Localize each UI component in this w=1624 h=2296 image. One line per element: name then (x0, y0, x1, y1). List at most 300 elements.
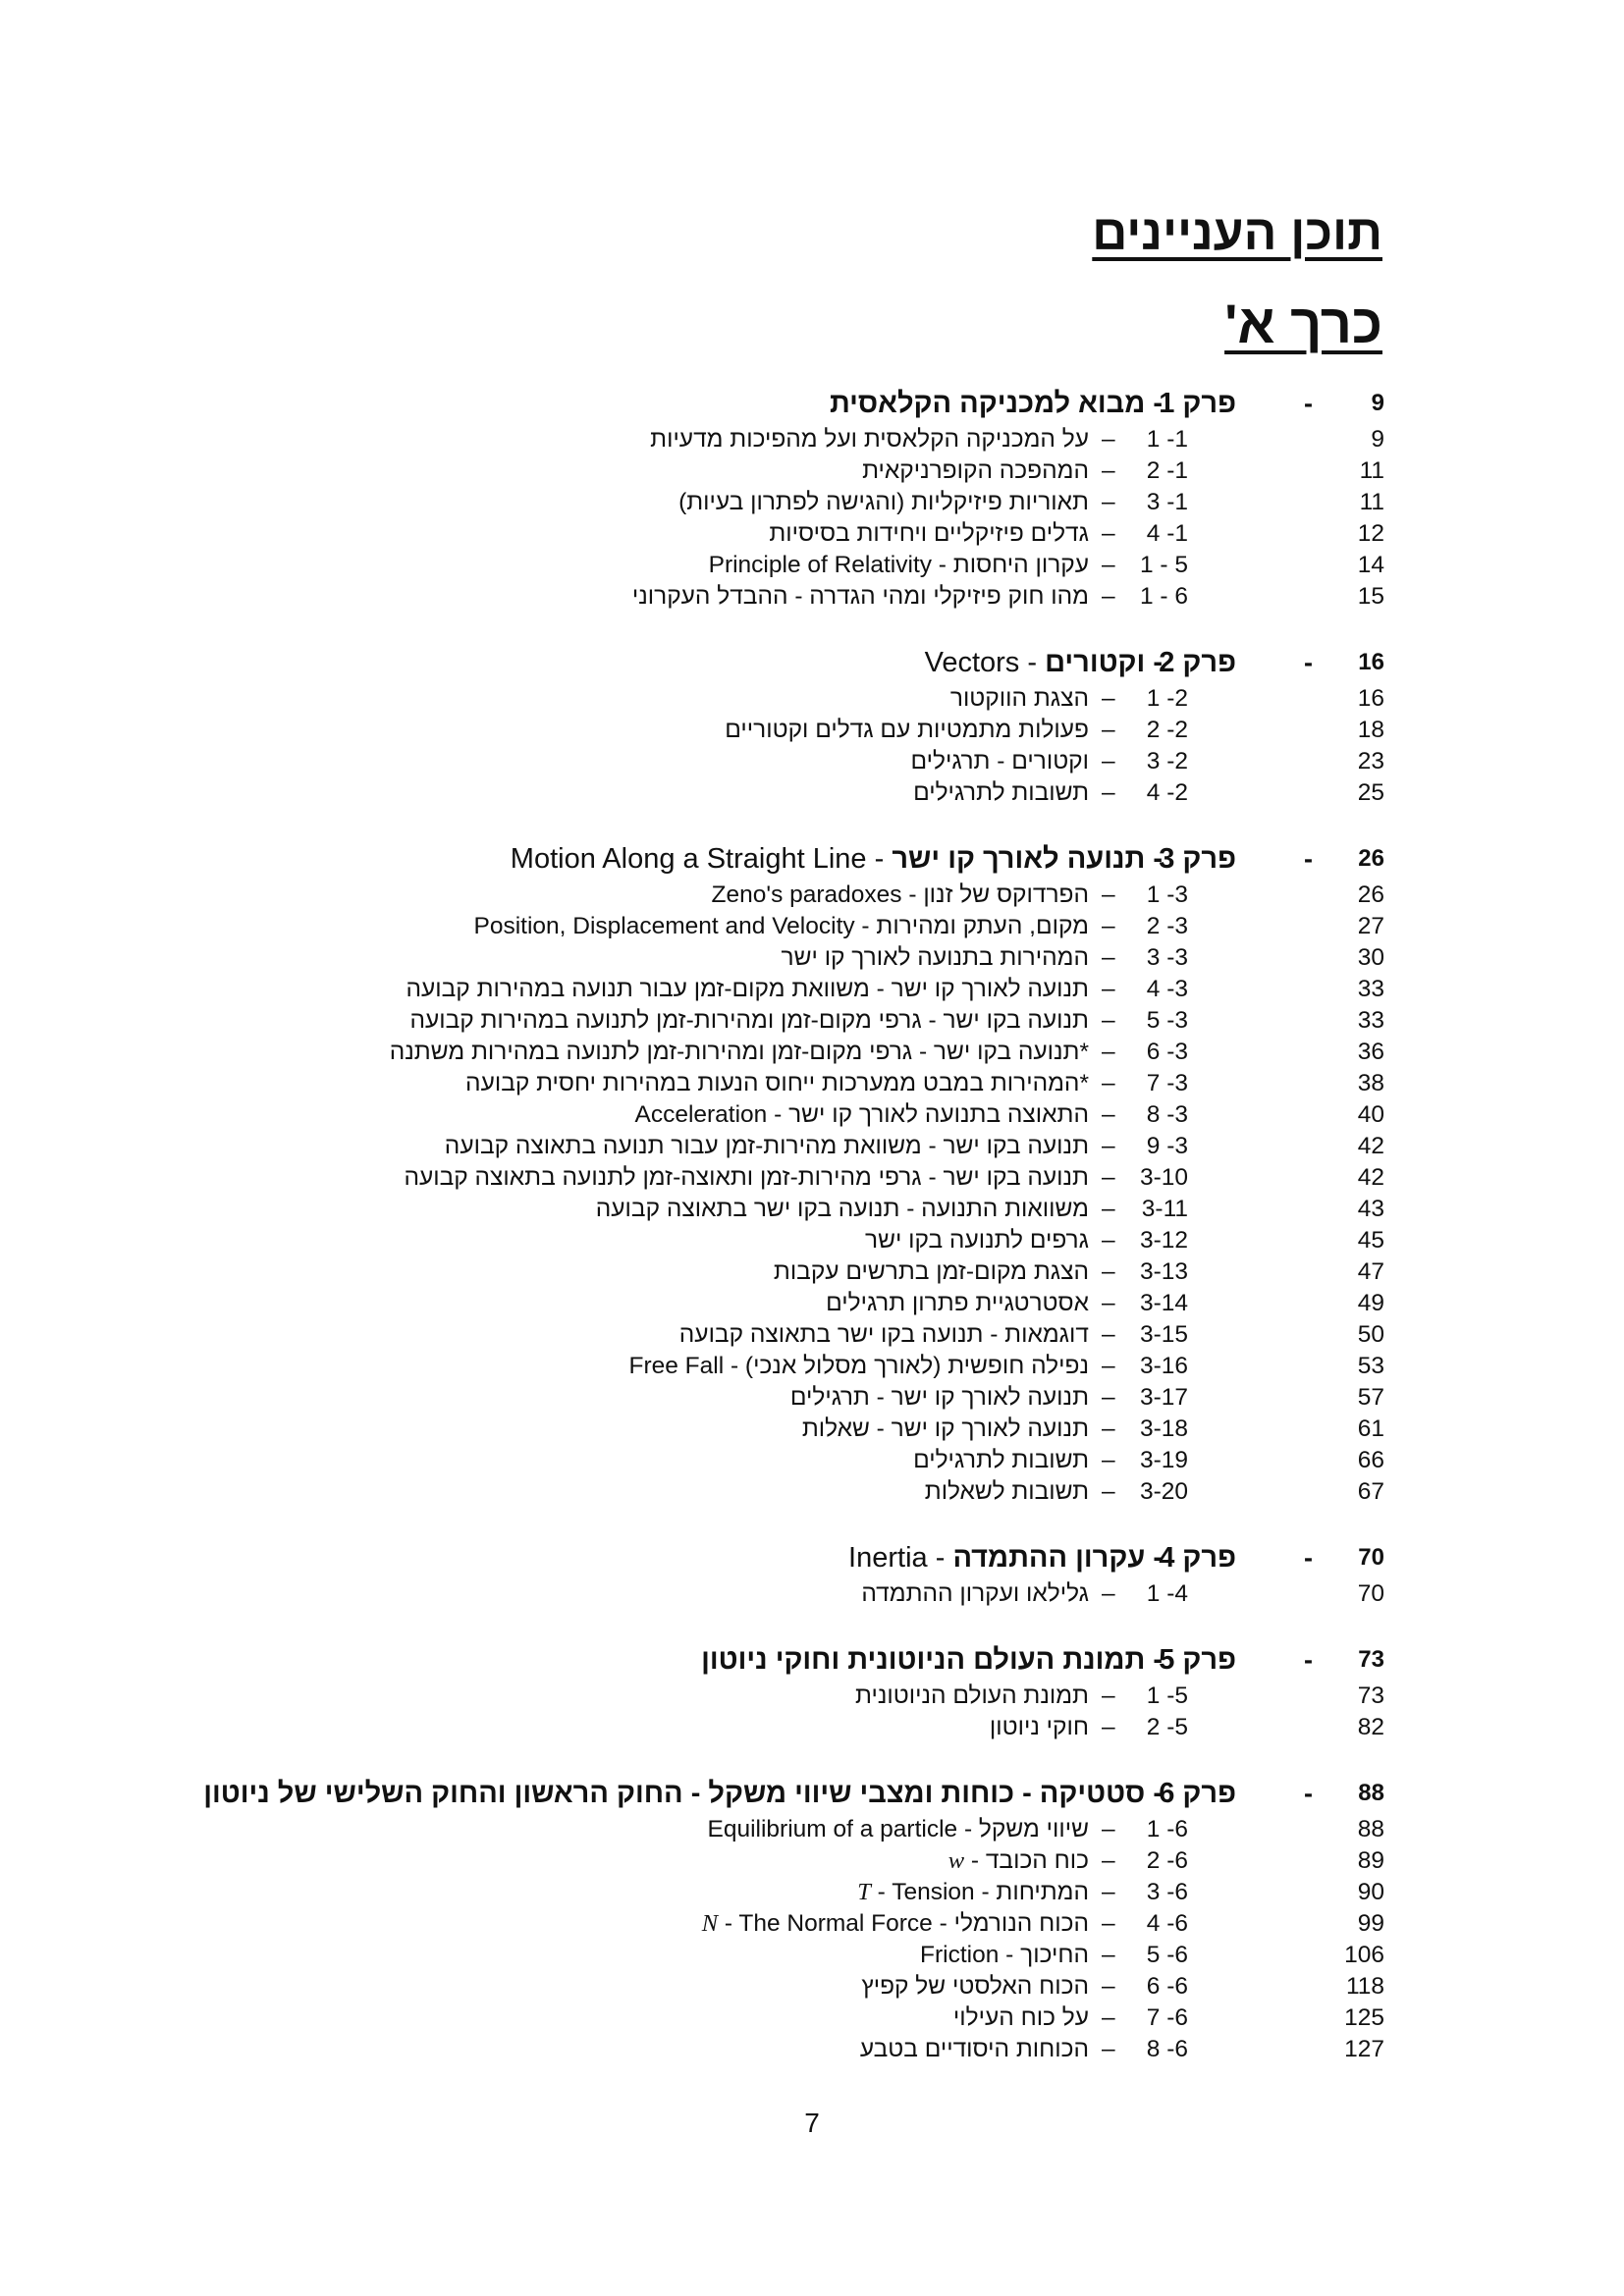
section-row[interactable] (0, 683, 1624, 715)
chapter-page: 9 (1371, 390, 1384, 416)
section-dash: – (1102, 1910, 1115, 1937)
section-title (826, 1288, 1089, 1319)
section-dash: – (1102, 1164, 1115, 1191)
section-dash: – (1102, 1447, 1115, 1473)
section-title-text: החיכוך - Friction (920, 1942, 1089, 1968)
section-number: 3 -1 (1146, 489, 1188, 515)
section-title-text: וקטורים - תרגילים (910, 748, 1089, 774)
section-title (465, 1068, 1089, 1099)
section-title-text: על המכניקה הקלאסית ועל מהפיכות מדעיות (650, 426, 1089, 453)
chapter-title-hebrew: - מבוא למכניקה הקלאסית (829, 388, 1163, 419)
section-dash: – (1102, 1879, 1115, 1905)
section-row[interactable] (0, 1099, 1624, 1131)
section-number: 3-14 (1139, 1290, 1188, 1316)
section-dash: – (1102, 1580, 1115, 1607)
section-page: 23 (1357, 748, 1384, 774)
section-number: 3-20 (1139, 1478, 1188, 1505)
section-row[interactable] (0, 2034, 1624, 2065)
toc-chapter (0, 838, 1624, 1508)
section-page: 11 (1359, 489, 1384, 515)
section-title (861, 1578, 1089, 1610)
section-row[interactable] (0, 1194, 1624, 1225)
section-title-text: הכוח הנורמלי - (932, 1910, 1089, 1937)
section-title (390, 1037, 1089, 1068)
chapter-title (203, 1773, 1163, 1814)
toc-chapter (0, 383, 1624, 613)
section-page: 45 (1357, 1227, 1384, 1254)
section-number: 3 -6 (1146, 1879, 1188, 1905)
section-number: 3-15 (1139, 1321, 1188, 1348)
section-dash: – (1102, 748, 1115, 774)
section-dash: – (1102, 1290, 1115, 1316)
section-number: 3 -2 (1146, 748, 1188, 774)
section-number: 6 -3 (1146, 1039, 1188, 1065)
chapter-title-hebrew: - תמונת העולם הניוטונית וחוקי ניוטון (701, 1644, 1163, 1676)
section-title-text: תנועה לאורך קו ישר - שאלות (801, 1415, 1089, 1442)
chapter-title-hebrew: - עקרון ההתמדה (952, 1542, 1163, 1574)
section-page: 53 (1357, 1353, 1384, 1379)
section-number: 3-18 (1139, 1415, 1188, 1442)
section-page: 88 (1357, 1816, 1384, 1842)
section-title-text: תנועה בקו ישר - גרפי מקום-זמן ומהירות-זמן לתנועה במהירות קבועה (409, 1007, 1089, 1034)
section-number: 4 -2 (1146, 779, 1188, 806)
section-dash: – (1102, 779, 1115, 806)
section-page: 67 (1357, 1478, 1384, 1505)
section-dash: – (1102, 2004, 1115, 2031)
section-number: 4 -3 (1146, 976, 1188, 1002)
section-number: 3-12 (1139, 1227, 1188, 1254)
section-page: 99 (1357, 1910, 1384, 1937)
section-page: 40 (1357, 1101, 1384, 1128)
table-of-contents (0, 383, 1624, 2065)
section-title-text: המהפכה הקופרניקאית (862, 457, 1089, 484)
section-page: 16 (1357, 685, 1384, 712)
section-dash: – (1102, 426, 1115, 453)
section-dash: – (1102, 2036, 1115, 2062)
section-page: 118 (1345, 1973, 1384, 2000)
section-page: 30 (1357, 944, 1384, 971)
section-title-text: תשובות לתרגילים (913, 1447, 1089, 1473)
section-title-text: הצגת הווקטור (949, 685, 1089, 712)
section-number: 2 -3 (1146, 913, 1188, 939)
chapter-row[interactable] (0, 838, 1624, 880)
section-title-text: פעולות מתמטיות עם גדלים וקטוריים (725, 717, 1089, 743)
section-page: 42 (1357, 1164, 1384, 1191)
section-number: 3-10 (1139, 1164, 1188, 1191)
section-row[interactable] (0, 880, 1624, 911)
section-title-text: התאוצה בתנועה לאורך קו ישר - Acceleration (634, 1101, 1089, 1128)
section-title (709, 550, 1089, 581)
section-row[interactable] (0, 1476, 1624, 1508)
chapter-label: פרק 6 (1159, 1778, 1236, 1809)
section-number: 2 -5 (1146, 1714, 1188, 1740)
section-title (857, 1877, 1089, 1908)
section-title-text: הצגת מקום-זמן בתרשים עקבות (773, 1258, 1089, 1285)
section-title (782, 942, 1089, 974)
section-page: 36 (1357, 1039, 1384, 1065)
section-dash: – (1102, 552, 1115, 578)
section-row[interactable] (0, 1005, 1624, 1037)
section-row[interactable] (0, 1712, 1624, 1743)
section-page: 26 (1357, 881, 1384, 908)
section-row[interactable] (0, 715, 1624, 746)
section-dash: – (1102, 1415, 1115, 1442)
section-title (862, 455, 1089, 487)
section-row[interactable] (0, 777, 1624, 809)
section-title (404, 1162, 1089, 1194)
section-title-text: נפילה חופשית (לאורך מסלול אנכי) - Free Fall (628, 1353, 1089, 1379)
section-symbol: T (857, 1879, 871, 1905)
section-page: 70 (1357, 1580, 1384, 1607)
section-number: 5 -3 (1146, 1007, 1188, 1034)
section-title-text: תנועה לאורך קו ישר - תרגילים (789, 1384, 1089, 1411)
chapter-row[interactable] (0, 383, 1624, 424)
section-dash: – (1102, 1942, 1115, 1968)
chapter-row[interactable] (0, 1773, 1624, 1814)
section-number: 4 -6 (1146, 1910, 1188, 1937)
section-dash: – (1102, 1070, 1115, 1096)
toc-chapter (0, 1639, 1624, 1743)
chapter-page: 88 (1358, 1780, 1384, 1806)
section-row[interactable] (0, 1578, 1624, 1610)
section-number: 3-16 (1139, 1353, 1188, 1379)
chapter-title-english: - Vectors (924, 647, 1046, 678)
section-number: 2 -6 (1146, 1847, 1188, 1874)
section-row[interactable] (0, 746, 1624, 777)
chapter-row[interactable] (0, 1639, 1624, 1681)
section-title (474, 911, 1090, 942)
chapter-title (848, 1537, 1163, 1578)
section-number: 7 -3 (1146, 1070, 1188, 1096)
section-row[interactable] (0, 1814, 1624, 1845)
section-title-text: תנועה בקו ישר - משוואת מהירות-זמן עבור תנועה בתאוצה קבועה (444, 1133, 1089, 1159)
section-page: 12 (1357, 520, 1384, 547)
section-number: 3-13 (1139, 1258, 1188, 1285)
section-dash: – (1102, 913, 1115, 939)
section-number: 8 -6 (1146, 2036, 1188, 2062)
section-dash: – (1102, 1973, 1115, 2000)
section-page: 82 (1357, 1714, 1384, 1740)
section-number: 1 -5 (1146, 1682, 1188, 1709)
chapter-title-hebrew: - וקטורים (1045, 647, 1163, 678)
section-row[interactable] (0, 1445, 1624, 1476)
section-row[interactable] (0, 1351, 1624, 1382)
section-row[interactable] (0, 1131, 1624, 1162)
section-title (712, 880, 1089, 911)
section-page: 15 (1357, 583, 1384, 610)
section-title (634, 1099, 1089, 1131)
section-title (650, 424, 1089, 455)
section-row[interactable] (0, 518, 1624, 550)
section-number: 8 -3 (1146, 1101, 1188, 1128)
section-title-text: המתיחות - (974, 1879, 1089, 1905)
chapter-title-hebrew: - סטטיקה - כוחות ומצבי שיווי משקל - החוק הראשון והחוק השלישי של ניוטון (203, 1778, 1163, 1809)
section-title (990, 1712, 1089, 1743)
section-title-text: תנועה בקו ישר - גרפי מהירות-זמן ותאוצה-זמן לתנועה בתאוצה קבועה (404, 1164, 1089, 1191)
chapter-label: פרק 4 (1159, 1542, 1236, 1574)
section-title (913, 777, 1089, 809)
chapter-dash: - (1304, 1779, 1313, 1808)
section-title (913, 1445, 1089, 1476)
section-title (596, 1194, 1089, 1225)
page-number: 7 (804, 2108, 820, 2138)
section-page: 61 (1357, 1415, 1384, 1442)
section-title (678, 487, 1089, 518)
section-number: 1 -4 (1146, 1580, 1188, 1607)
chapter-page: 73 (1358, 1646, 1384, 1673)
section-title-english: - Tension (870, 1879, 975, 1905)
section-dash: – (1102, 1353, 1115, 1379)
section-row[interactable] (0, 1382, 1624, 1414)
section-title (702, 1908, 1089, 1940)
chapter-dash: - (1304, 844, 1313, 874)
section-page: 38 (1357, 1070, 1384, 1096)
section-title-text: גדלים פיזיקליים ויחידות בסיסיות (769, 520, 1089, 547)
chapter-title-hebrew: - תנועה לאורך קו ישר (892, 843, 1163, 875)
section-title-text: מקום, העתק ומהירות - Position, Displacement and Velocity (473, 913, 1089, 939)
section-page: 33 (1357, 1007, 1384, 1034)
section-page: 106 (1344, 1942, 1384, 1968)
section-row[interactable] (0, 1037, 1624, 1068)
section-title-text: כוח הכובד - (964, 1847, 1089, 1874)
section-number: 2 -1 (1146, 457, 1188, 484)
section-number: 5 -6 (1146, 1942, 1188, 1968)
section-row[interactable] (0, 1068, 1624, 1099)
section-title-text: תמונת העולם הניוטונית (855, 1682, 1089, 1709)
section-dash: – (1102, 1321, 1115, 1348)
section-row[interactable] (0, 581, 1624, 613)
section-row[interactable] (0, 911, 1624, 942)
section-row[interactable] (0, 1908, 1624, 1940)
section-title-text: חוקי ניוטון (989, 1714, 1089, 1740)
section-number: 9 -3 (1146, 1133, 1188, 1159)
section-number: 1 -6 (1146, 1816, 1188, 1842)
section-row[interactable] (0, 1256, 1624, 1288)
chapter-spacer (0, 809, 1624, 838)
chapter-dash: - (1304, 1543, 1313, 1573)
section-title-text: מהו חוק פיזיקלי ומהי הגדרה - ההבדל העקרוני (631, 583, 1089, 610)
section-row[interactable] (0, 1162, 1624, 1194)
section-title (920, 1940, 1089, 1971)
toc-chapter (0, 642, 1624, 809)
section-title-text: תשובות לתרגילים (913, 779, 1089, 806)
section-row[interactable] (0, 1971, 1624, 2002)
section-title (948, 1845, 1089, 1877)
chapter-spacer (0, 1508, 1624, 1537)
section-title (910, 746, 1089, 777)
section-title-english: - The Normal Force (718, 1910, 933, 1937)
section-page: 43 (1357, 1196, 1384, 1222)
section-title-text: המהירות בתנועה לאורך קו ישר (781, 944, 1089, 971)
section-row[interactable] (0, 550, 1624, 581)
section-row[interactable] (0, 487, 1624, 518)
section-dash: – (1102, 1816, 1115, 1842)
section-dash: – (1102, 457, 1115, 484)
section-dash: – (1102, 1682, 1115, 1709)
section-page: 66 (1357, 1447, 1384, 1473)
section-page: 27 (1357, 913, 1384, 939)
volume-title: כרך א' (1224, 293, 1382, 354)
section-page: 9 (1371, 426, 1384, 453)
section-dash: – (1102, 1258, 1115, 1285)
section-title (925, 1476, 1089, 1508)
section-page: 14 (1357, 552, 1384, 578)
section-page: 73 (1357, 1682, 1384, 1709)
section-page: 33 (1357, 976, 1384, 1002)
section-dash: – (1102, 520, 1115, 547)
section-title (725, 715, 1089, 746)
section-page: 57 (1357, 1384, 1384, 1411)
section-number: 6 -6 (1146, 1973, 1188, 2000)
section-dash: – (1102, 1133, 1115, 1159)
section-dash: – (1102, 944, 1115, 971)
section-page: 90 (1357, 1879, 1384, 1905)
section-number: 1 -2 (1146, 685, 1188, 712)
page-title: תוכן העניינים (1092, 205, 1382, 260)
chapter-label: פרק 5 (1159, 1644, 1236, 1676)
chapter-dash: - (1304, 1645, 1313, 1675)
section-dash: – (1102, 1227, 1115, 1254)
section-number: 7 -6 (1146, 2004, 1188, 2031)
section-title (855, 1681, 1089, 1712)
section-dash: – (1102, 1384, 1115, 1411)
section-page: 50 (1357, 1321, 1384, 1348)
section-title (632, 581, 1089, 613)
section-dash: – (1102, 1847, 1115, 1874)
section-dash: – (1102, 1007, 1115, 1034)
chapter-dash: - (1304, 648, 1313, 677)
section-title-text: גלילאו ועקרון ההתמדה (861, 1580, 1089, 1607)
section-dash: – (1102, 717, 1115, 743)
chapter-spacer (0, 613, 1624, 642)
section-title (708, 1814, 1090, 1845)
section-title-text: דוגמאות - תנועה בקו ישר בתאוצה קבועה (678, 1321, 1089, 1348)
chapter-title (701, 1639, 1163, 1681)
section-number: 4 -1 (1146, 520, 1188, 547)
section-title-text: אסטרטגיית פתרון תרגילים (826, 1290, 1089, 1316)
section-title (802, 1414, 1089, 1445)
section-title-text: גרפים לתנועה בקו ישר (865, 1227, 1089, 1254)
chapter-page: 16 (1358, 649, 1384, 675)
section-title (950, 683, 1089, 715)
section-page: 42 (1357, 1133, 1384, 1159)
section-page: 47 (1357, 1258, 1384, 1285)
chapter-page: 26 (1358, 845, 1384, 872)
section-number: 1 -3 (1146, 881, 1188, 908)
section-row[interactable] (0, 942, 1624, 974)
section-title (769, 518, 1089, 550)
section-title-text: הכוחות היסודיים בטבע (859, 2036, 1089, 2062)
chapter-row[interactable] (0, 1537, 1624, 1578)
chapter-page: 70 (1358, 1544, 1384, 1571)
section-page: 11 (1359, 457, 1384, 484)
section-row[interactable] (0, 455, 1624, 487)
chapter-label: פרק 2 (1159, 647, 1236, 678)
section-title-text: תאוריות פיזיקליות (והגישה לפתרון בעיות) (678, 489, 1089, 515)
section-dash: – (1102, 976, 1115, 1002)
chapter-title (830, 383, 1163, 424)
section-title-text: עקרון היחסות - Principle of Relativity (708, 552, 1089, 578)
chapter-spacer (0, 1743, 1624, 1773)
section-number: 3-17 (1139, 1384, 1188, 1411)
section-symbol: w (947, 1847, 965, 1874)
section-dash: – (1102, 881, 1115, 908)
section-title (409, 1005, 1089, 1037)
section-title-text: תשובות לשאלות (924, 1478, 1089, 1505)
section-page: 18 (1357, 717, 1384, 743)
section-dash: – (1102, 1101, 1115, 1128)
section-row[interactable] (0, 1940, 1624, 1971)
section-number: 1 -1 (1146, 426, 1188, 453)
section-page: 125 (1344, 2004, 1384, 2031)
section-number: 1 - 5 (1139, 552, 1188, 578)
section-row[interactable] (0, 1845, 1624, 1877)
section-title-text: הפרדוקס של זנון - Zeno's paradoxes (711, 881, 1089, 908)
section-symbol: N (701, 1910, 719, 1937)
section-title-text: *תנועה בקו ישר - גרפי מקום-זמן ומהירות-זמן לתנועה במהירות משתנה (389, 1039, 1089, 1065)
section-title-text: *המהירות במבט ממערכות ייחוס הנעות במהירות יחסית קבועה (465, 1070, 1089, 1096)
chapter-dash: - (1304, 389, 1313, 418)
section-page: 89 (1357, 1847, 1384, 1874)
section-row[interactable] (0, 1225, 1624, 1256)
chapter-title (925, 642, 1163, 683)
chapter-row[interactable] (0, 642, 1624, 683)
section-title (406, 974, 1090, 1005)
section-row[interactable] (0, 974, 1624, 1005)
chapter-label: פרק 1 (1159, 388, 1236, 419)
chapter-title (511, 838, 1163, 880)
section-page: 25 (1357, 779, 1384, 806)
section-title-text: משוואות התנועה - תנועה בקו ישר בתאוצה קבועה (595, 1196, 1089, 1222)
section-row[interactable] (0, 1877, 1624, 1908)
section-dash: – (1102, 1039, 1115, 1065)
section-row[interactable] (0, 424, 1624, 455)
section-page: 127 (1344, 2036, 1384, 2062)
section-row[interactable] (0, 2002, 1624, 2034)
toc-chapter (0, 1773, 1624, 2065)
section-title-text: הכוח האלסטי של קפיץ (861, 1973, 1089, 2000)
chapter-label: פרק 3 (1159, 843, 1236, 875)
section-dash: – (1102, 685, 1115, 712)
section-row[interactable] (0, 1288, 1624, 1319)
section-title (679, 1319, 1089, 1351)
section-title (774, 1256, 1089, 1288)
section-dash: – (1102, 1714, 1115, 1740)
chapter-title-english: - Inertia (848, 1542, 953, 1574)
section-row[interactable] (0, 1319, 1624, 1351)
section-title (790, 1382, 1089, 1414)
chapter-title-english: - Motion Along a Straight Line (510, 843, 893, 875)
section-title-text: על כוח העילוי (952, 2004, 1089, 2031)
section-dash: – (1102, 1478, 1115, 1505)
section-page: 49 (1357, 1290, 1384, 1316)
section-number: 1 - 6 (1139, 583, 1188, 610)
section-number: 3-11 (1141, 1196, 1188, 1222)
section-title (953, 2002, 1089, 2034)
chapter-spacer (0, 1610, 1624, 1639)
section-title-text: שיווי משקל - Equilibrium of a particle (707, 1816, 1089, 1842)
section-title (861, 1971, 1089, 2002)
section-title (628, 1351, 1089, 1382)
section-title (445, 1131, 1089, 1162)
section-row[interactable] (0, 1681, 1624, 1712)
section-dash: – (1102, 1196, 1115, 1222)
section-title (860, 2034, 1089, 2065)
toc-chapter (0, 1537, 1624, 1610)
section-row[interactable] (0, 1414, 1624, 1445)
section-number: 3-19 (1139, 1447, 1188, 1473)
section-title-text: תנועה לאורך קו ישר - משוואת מקום-זמן עבור תנועה במהירות קבועה (406, 976, 1089, 1002)
